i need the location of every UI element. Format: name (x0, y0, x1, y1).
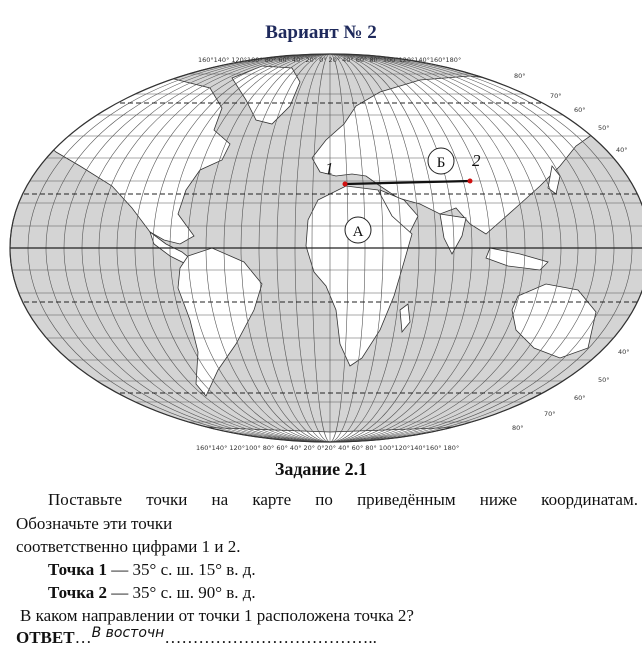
variant-title: Вариант № 2 (265, 22, 377, 43)
answer-label: ОТВЕТ (16, 628, 75, 647)
task-instruction-line3: соответственно цифрами 1 и 2. (16, 537, 241, 556)
lat-label: 60° (574, 106, 586, 114)
region-a-marker (345, 217, 371, 243)
answer-handwritten-text[interactable]: В восточн (91, 625, 165, 641)
task-title: Задание 2.1 (274, 459, 368, 479)
lat-label: 70° (544, 410, 556, 418)
point-2-coords: — 35° с. ш. 90° в. д. (107, 583, 256, 602)
lat-label: 50° (598, 376, 610, 384)
svg-text:Б: Б (436, 155, 446, 171)
top-longitude-scale: 160°140° 120°100° 80° 60° 40° 20° 0° 20° 40° 60° 80° 100°120°140°160°180° (198, 56, 462, 64)
point-2-label: 2 (472, 151, 481, 170)
point-1-marker (343, 182, 348, 187)
world-map (0, 48, 642, 458)
lat-label: 50° (598, 124, 610, 132)
point-1-coords: — 35° с. ш. 15° в. д. (107, 560, 256, 579)
lat-label: 70° (550, 92, 562, 100)
svg-text:А: А (352, 224, 364, 240)
lat-label: 80° (512, 424, 524, 432)
lat-label: 80° (514, 72, 526, 80)
lat-label: 60° (574, 394, 586, 402)
answer-dots-after: ……………………………….. (164, 628, 377, 647)
region-b-marker (428, 148, 454, 174)
point-1-name: Точка 1 (48, 560, 108, 579)
task-question: В каком направлении от точки 1 расположена точка 2? (20, 606, 414, 625)
lat-label: 40° (616, 146, 628, 154)
point-1-label: 1 (325, 159, 334, 178)
task-instruction-line2: Обозначьте эти точки (16, 514, 173, 533)
point-2-name: Точка 2 (48, 583, 108, 602)
point-2-marker (468, 179, 473, 184)
point-2-coordinates (48, 583, 256, 603)
lat-label: 40° (618, 348, 630, 356)
task-instruction-line1: Поставьте точки на карте по приведённым ниже координатам. (48, 490, 638, 509)
bottom-longitude-scale: 160°140° 120°100° 80° 60° 40° 20° 0°20° 40° 60° 80° 100°120°140°160° 180° (196, 444, 460, 452)
answer-line[interactable] (16, 625, 377, 649)
answer-dots-before: … (74, 628, 92, 647)
point-1-coordinates (48, 560, 256, 580)
